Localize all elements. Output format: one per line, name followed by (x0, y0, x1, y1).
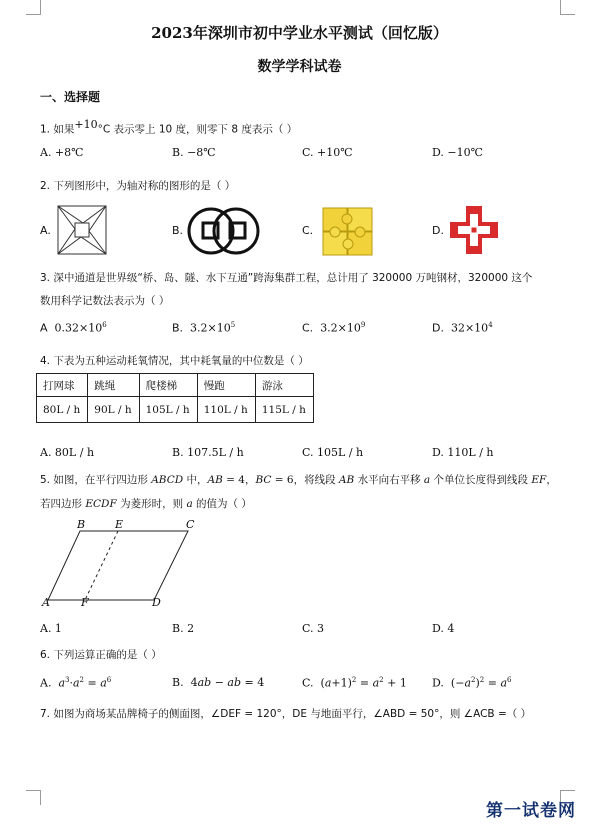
q1-option-b[interactable]: B. −8℃ (172, 146, 216, 159)
red-cross-figure (448, 204, 500, 256)
question-2: 2. 下列图形中，为轴对称的图形的是（ ） (40, 180, 236, 192)
table-header-row (37, 374, 314, 397)
question-7: 7. 如图为商场某品牌椅子的侧面图，∠DEF = 120°，DE 与地面平行，∠ABD = 50°，则 ∠ACB =（ ） (40, 708, 532, 720)
q2-option-b[interactable]: B. (172, 224, 184, 237)
crop-mark-bottom-left (26, 790, 41, 805)
q1-option-c[interactable]: C. +10℃ (302, 146, 353, 159)
table-header-cell: 爬楼梯 (139, 374, 197, 397)
table-cell: 90L / h (88, 397, 139, 423)
section-heading: 一、选择题 (40, 90, 101, 104)
q5-option-a[interactable]: A. 1 (40, 622, 62, 635)
q1-option-a[interactable]: A. +8℃ (40, 146, 84, 159)
interlocking-coins-figure (186, 205, 262, 257)
label-c: C (186, 518, 195, 531)
label-a: A (42, 596, 50, 609)
table-header-cell: 打网球 (37, 374, 88, 397)
q3-option-c[interactable]: C. $3.2\times 10^9$ (302, 321, 366, 335)
table-cell: 105L / h (139, 397, 197, 423)
question-6: 6. 下列运算正确的是（ ） (40, 649, 162, 661)
q2-option-a[interactable]: A. (40, 224, 51, 237)
question-4: 4. 下表为五种运动耗氧情况，其中耗氧量的中位数是（ ） (40, 355, 309, 367)
question-1: 1. 如果$^{+10}$°C 表示零上 10 度，则零下 8 度表示（ ） (40, 118, 298, 136)
label-d: D (152, 596, 161, 609)
question-3-line2: 数用科学记数法表示为（ ） (40, 295, 170, 307)
q3-option-b[interactable]: B. $3.2\times 10^5$ (172, 321, 236, 335)
oxygen-table (36, 373, 314, 423)
q4-option-c[interactable]: C. 105L / h (302, 446, 364, 459)
q6-option-c[interactable]: C. $(a+1)^2 = a^2 + 1$ (302, 676, 407, 690)
question-5-line2: 若四边形 ECDF 为菱形时，则 a 的值为（ ） (40, 498, 252, 510)
question-3-line1: 3. 深中通道是世界级“桥、岛、隧、水下互通”跨海集群工程，总计用了 320000 万吨钢材，320000 这个 (40, 272, 533, 284)
exam-title: 2023年深圳市初中学业水平测试（回忆版） (151, 24, 448, 42)
pinwheel-square-figure (57, 205, 107, 255)
q1-option-d[interactable]: D. −10℃ (432, 146, 483, 159)
question-5-line1: 5. 如图，在平行四边形 ABCD 中，AB = 4，BC = 6，将线段 AB 水平向右平移 a 个单位长度得到线段 EF， (40, 474, 557, 486)
q6-option-d[interactable]: D. $(-a^2)^2 = a^6$ (432, 676, 512, 690)
table-header-cell: 慢跑 (197, 374, 255, 397)
table-header-cell: 游泳 (255, 374, 313, 397)
q2-option-d[interactable]: D. (432, 224, 444, 237)
puzzle-pieces-figure (320, 204, 376, 258)
q4-option-a[interactable]: A. 80L / h (40, 446, 95, 459)
crop-mark-top-right (560, 0, 575, 15)
exam-subtitle: 数学学科试卷 (257, 59, 342, 75)
q5-option-c[interactable]: C. 3 (302, 622, 325, 635)
table-cell: 80L / h (37, 397, 88, 423)
crop-mark-top-left (26, 0, 41, 15)
table-cell: 110L / h (197, 397, 255, 423)
watermark-logo: 第一试卷网 (486, 801, 576, 821)
table-row (37, 397, 314, 423)
q3-option-d[interactable]: D. $32\times 10^4$ (432, 321, 493, 335)
label-b: B (77, 518, 86, 531)
q3-option-a[interactable]: A $0.32\times 10^6$ (40, 321, 107, 335)
label-f: F (81, 596, 89, 609)
q4-option-b[interactable]: B. 107.5L / h (172, 446, 244, 459)
q6-option-b[interactable]: B. 4ab − ab = 4 (172, 676, 265, 689)
q5-option-d[interactable]: D. 4 (432, 622, 455, 635)
q4-option-d[interactable]: D. 110L / h (432, 446, 494, 459)
label-e: E (115, 518, 124, 531)
q2-option-c[interactable]: C. (302, 224, 314, 237)
table-cell: 115L / h (255, 397, 313, 423)
q6-option-a[interactable]: A. $a^3\cdot a^2 = a^6$ (40, 676, 112, 690)
table-header-cell: 跳绳 (88, 374, 139, 397)
q5-option-b[interactable]: B. 2 (172, 622, 195, 635)
